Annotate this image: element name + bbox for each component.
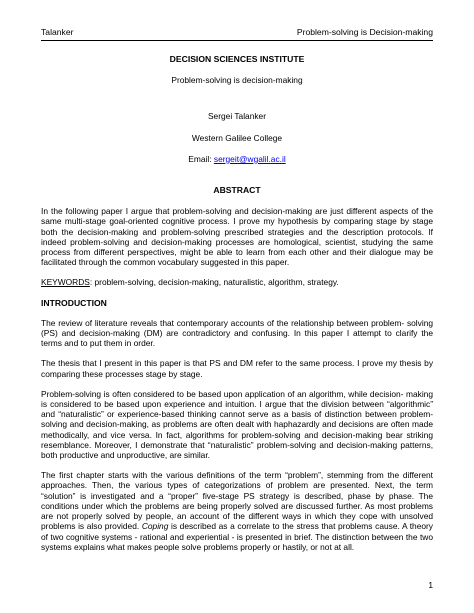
intro-line: between problem-solving and decision-making, as problems are often dealt with haphazardly and (41, 409, 433, 430)
intro-paragraph-2 (41, 358, 433, 378)
intro-line: decisions are often made methodically, and vice versa. In fact, algorithms for problem-solving and (41, 419, 433, 440)
institute-name: DECISION SCIENCES INSTITUTE (169, 54, 305, 64)
intro-paragraph-3 (41, 389, 433, 460)
abstract-line: same multi-stage goal-oriented cognitive process. I prove my hypothesis by comparing stage by stage (41, 216, 433, 227)
intro-line-start: unsolved problems is also provided. (41, 511, 434, 532)
intro-line: the terms and to put them in order. (41, 328, 434, 349)
intro-line: cause. A theory of two cognitive systems - rational and experiential - is presented in brief. The (41, 521, 433, 542)
keywords-label: KEYWORDS (41, 277, 90, 288)
intro-line: “algorithmic” and “naturalistic” or experience-based thinking cannot serve as a basis of distinction (41, 399, 434, 420)
intro-line: Problem-solving is often considered to be based upon application of an algorithm, while decision- (41, 388, 404, 399)
intro-line: solving (PS) and decision-making (DM) are contradictory and confusing. In this paper I attempt to clarify (41, 317, 434, 339)
intro-line: “solution” is investigated and a “proper” five-stage PS strategy is described, phase by phase. The (41, 490, 433, 501)
intro-line: approaches. Then, the various types of categorizations of problem are presented. Next, the term (41, 480, 433, 491)
author-affiliation: Western Galilee College (191, 132, 283, 143)
abstract-line: both the decision-making and problem-solving prescribed strategies and the description protocols. If (41, 226, 433, 237)
intro-line: not at all. (320, 541, 355, 552)
intro-line: conditions under which the problems are being properly solved are discussed further. As most (41, 500, 396, 511)
intro-line: The review of literature reveals that contemporary accounts of the relationship between problem- (41, 317, 405, 328)
intro-line: The first chapter starts with the various definitions of the term “problem”, stemming from the different (41, 470, 433, 481)
intro-line: problems are not properly solved by people, an account of the different ways in which they cope with (41, 500, 433, 522)
header-short-title: Problem-solving is Decision-making (296, 27, 433, 37)
intro-paragraph-4 (41, 470, 433, 552)
abstract-line: In the following paper I argue that problem-solving and decision-making are just different aspects of the (41, 206, 433, 217)
author-name: Sergei Talanker (207, 111, 267, 122)
intro-line: The thesis that I present in this paper is that PS and DM refer to the same process. I prove my thesis (41, 358, 422, 369)
intro-line-end: is described as a correlate to the stress that problems (168, 521, 373, 532)
paper-title: Problem-solving is decision-making (171, 75, 303, 86)
abstract-paragraph (41, 206, 433, 267)
abstract-line: indeed problem-solving and decision-making processes are homological, scientist, studying the same (41, 236, 433, 247)
paper-body (41, 54, 433, 552)
email-link[interactable]: sergeit@wgalil.ac.il (213, 153, 286, 164)
intro-line: by comparing these processes stage by stage. (41, 358, 434, 379)
abstract-line: facilitated through the common vocabulary suggested in this paper. (41, 257, 290, 268)
keywords-text: : problem-solving, decision-making, naturalistic, algorithm, strategy. (89, 277, 339, 288)
abstract-line: process from different perspectives, might be able to learn from each other and their dialogue may be (41, 247, 433, 258)
intro-line: making is considered to be based upon experience and intuition. I argue that the division between (41, 388, 433, 410)
coping-term: Coping (141, 521, 169, 532)
introduction-heading: INTRODUCTION (41, 297, 107, 308)
intro-line: and decision-making patterns, both productive and unproductive, are similar. (41, 439, 434, 461)
keywords-line (41, 277, 433, 287)
intro-line: distinction between the two systems explains what makes people solve problems properly or hastily, or (41, 531, 434, 552)
abstract-heading: ABSTRACT (213, 185, 261, 196)
email-label: Email: (188, 153, 214, 164)
author-email-line (41, 154, 433, 164)
header-author: Talanker (41, 27, 74, 37)
running-header (41, 27, 433, 41)
intro-paragraph-1 (41, 318, 433, 349)
page-number: 1 (428, 580, 433, 590)
intro-line: decision-making bear striking resemblance. Moreover, I demonstrate that “naturalistic” problem-solving (41, 429, 433, 450)
